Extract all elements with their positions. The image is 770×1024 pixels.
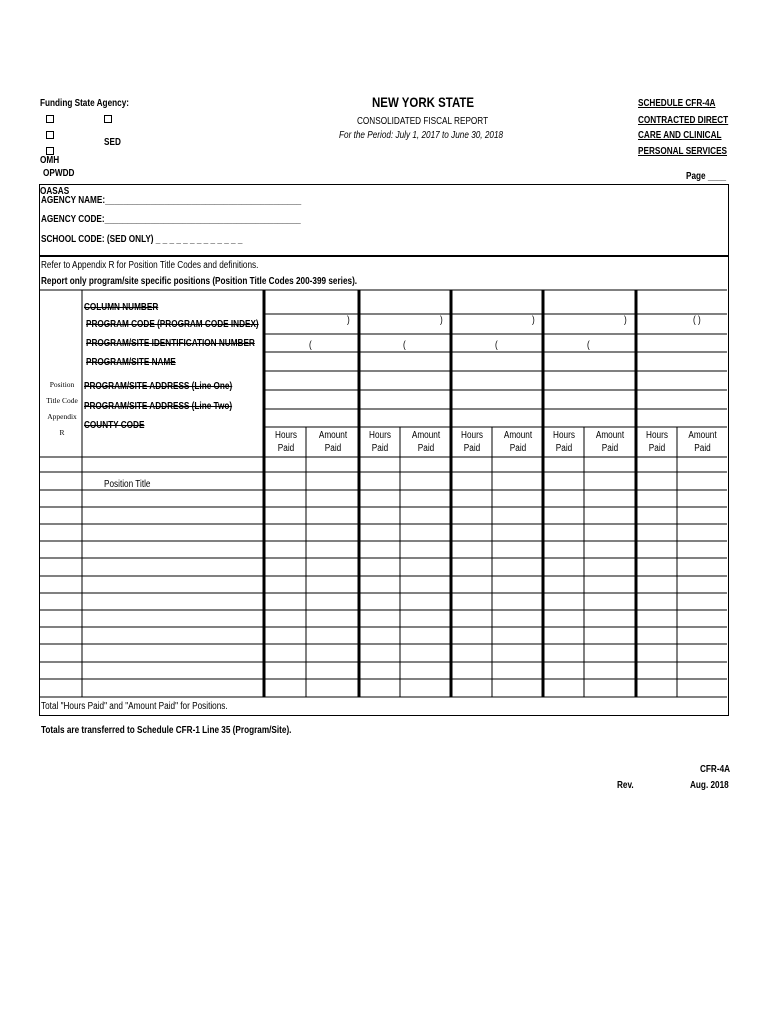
amount-paid-line2: Paid xyxy=(324,443,342,454)
hours-paid-line1: Hours xyxy=(646,430,668,441)
page-number: Page ____ xyxy=(686,171,727,182)
position-code-line-3: Appendix xyxy=(47,412,77,421)
amount-paid-line2: Paid xyxy=(694,443,711,454)
paren-open-col1: ( xyxy=(309,340,312,351)
amount-paid-line1: Amount xyxy=(318,430,348,441)
position-code-line-4: R xyxy=(59,428,65,437)
position-code-line-1: Position xyxy=(49,380,75,389)
instruction-program-site: Report only program/site specific positions (Position Title Codes 200-399 series). xyxy=(41,276,358,287)
hours-paid-line2: Paid xyxy=(648,443,666,454)
amount-paid-line1: Amount xyxy=(411,430,441,441)
hours-paid-line1: Hours xyxy=(553,430,575,441)
agency-opwdd-label: OPWDD xyxy=(43,168,75,179)
totals-transfer-note: Totals are transferred to Schedule CFR-1 Line 35 (Program/Site). xyxy=(41,725,292,736)
schedule-subtitle-2: CARE AND CLINICAL xyxy=(638,130,722,141)
row-label-program-site-name: PROGRAM/SITE NAME xyxy=(86,357,176,368)
revision-date: Aug. 2018 xyxy=(690,780,729,791)
state-title: NEW YORK STATE xyxy=(372,94,475,110)
amount-paid-header-col5 xyxy=(679,429,726,455)
position-title-label: Position Title xyxy=(104,479,151,490)
report-title: CONSOLIDATED FISCAL REPORT xyxy=(357,116,489,127)
amount-paid-line1: Amount xyxy=(503,430,533,441)
agency-code-field[interactable]: AGENCY CODE:___________________________________________ xyxy=(41,214,301,225)
agency-name-field[interactable]: AGENCY NAME:___________________________________________ xyxy=(41,195,302,206)
hours-paid-header-col5 xyxy=(638,429,676,455)
total-row-label: Total "Hours Paid" and "Amount Paid" for Positions. xyxy=(41,701,228,712)
amount-paid-line1: Amount xyxy=(595,430,625,441)
hours-paid-line2: Paid xyxy=(555,443,573,454)
agency-omh-label: OMH xyxy=(40,155,60,166)
hours-paid-header-col1 xyxy=(266,429,306,455)
amount-paid-header-col4 xyxy=(586,429,634,455)
amount-paid-line2: Paid xyxy=(417,443,435,454)
agency-oasas-label: OASAS xyxy=(40,186,70,197)
school-code-field[interactable]: SCHOOL CODE: (SED ONLY) _ _ _ _ _ _ _ _ _ _ _ _ _ xyxy=(41,234,243,245)
agency-sed-label: SED xyxy=(104,137,121,148)
form-number: CFR-4A xyxy=(700,764,731,775)
hours-paid-line1: Hours xyxy=(461,430,483,441)
hours-paid-header-col2 xyxy=(361,429,399,455)
paren-pair-col5: ( ) xyxy=(693,315,701,326)
amount-paid-header-col2 xyxy=(402,429,450,455)
position-title-code-label xyxy=(44,377,80,441)
hours-paid-line2: Paid xyxy=(463,443,481,454)
report-period: For the Period: July 1, 2017 to June 30, 2018 xyxy=(339,130,504,141)
row-label-program-site-id: PROGRAM/SITE IDENTIFICATION NUMBER xyxy=(86,338,255,349)
amount-paid-header-col1 xyxy=(309,429,357,455)
row-label-address-line1: PROGRAM/SITE ADDRESS (Line One) xyxy=(84,381,233,392)
row-label-address-line2: PROGRAM/SITE ADDRESS (Line Two) xyxy=(84,401,233,412)
schedule-subtitle-3: PERSONAL SERVICES xyxy=(638,146,728,157)
instruction-appendix: Refer to Appendix R for Position Title Codes and definitions. xyxy=(41,260,259,271)
funding-agency-label: Funding State Agency: xyxy=(40,98,129,109)
hours-paid-header-col3 xyxy=(453,429,491,455)
hours-paid-line2: Paid xyxy=(371,443,389,454)
paren-close-col3: ) xyxy=(532,315,535,326)
amount-paid-line2: Paid xyxy=(509,443,527,454)
paren-open-col4: ( xyxy=(587,340,590,351)
row-label-county-code: COUNTY CODE xyxy=(84,420,145,431)
amount-paid-header-col3 xyxy=(494,429,542,455)
position-code-line-2: Title Code xyxy=(46,396,78,405)
row-label-column-number: COLUMN NUMBER xyxy=(84,302,159,313)
schedule-title: SCHEDULE CFR-4A xyxy=(638,98,716,109)
paren-close-col2: ) xyxy=(440,315,443,326)
schedule-subtitle-1: CONTRACTED DIRECT xyxy=(638,115,729,126)
paren-open-col2: ( xyxy=(403,340,406,351)
revision-label: Rev. xyxy=(617,780,634,791)
hours-paid-line2: Paid xyxy=(277,443,295,454)
amount-paid-line2: Paid xyxy=(601,443,619,454)
paren-open-col3: ( xyxy=(495,340,498,351)
paren-close-col4: ) xyxy=(624,315,627,326)
amount-paid-line1: Amount xyxy=(688,430,717,441)
row-label-program-code: PROGRAM CODE (PROGRAM CODE INDEX) xyxy=(86,319,259,330)
hours-paid-header-col4 xyxy=(545,429,583,455)
paren-close-col1: ) xyxy=(347,315,350,326)
hours-paid-line1: Hours xyxy=(369,430,391,441)
hours-paid-line1: Hours xyxy=(275,430,297,441)
